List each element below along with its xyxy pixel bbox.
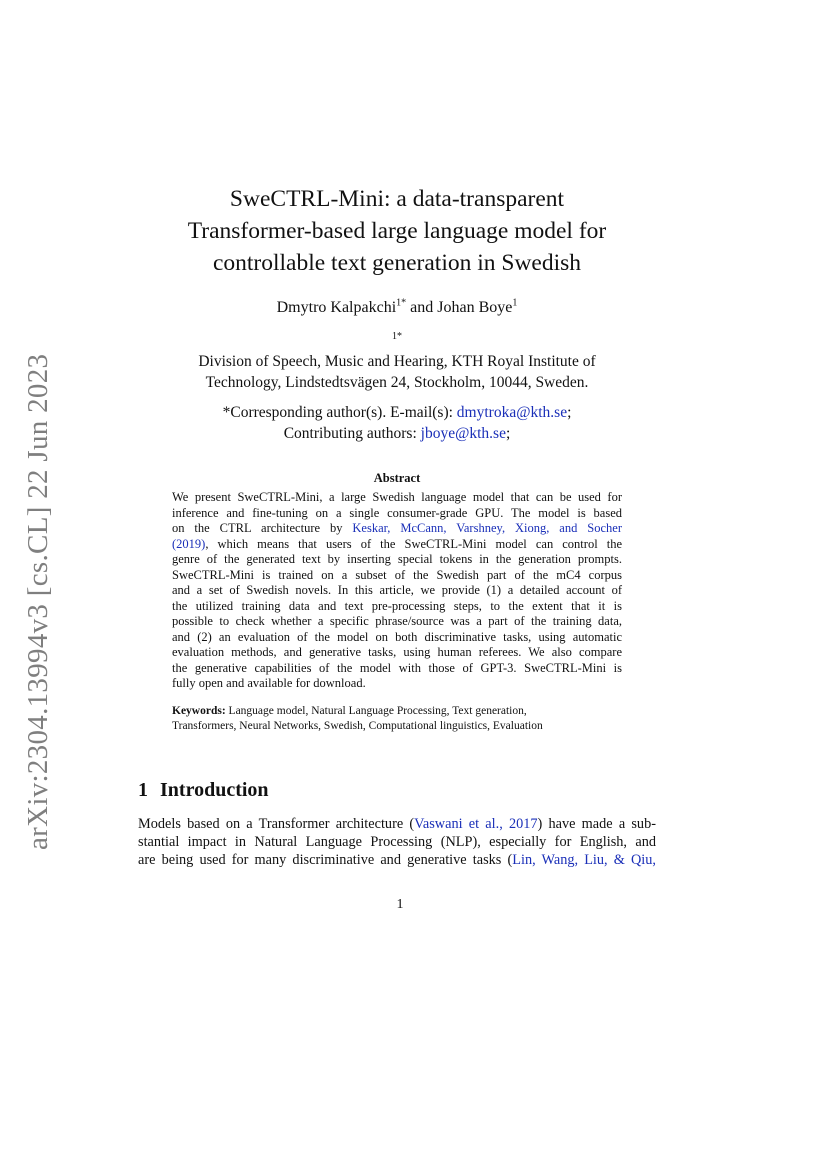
author-2-affiliation-marker: 1 xyxy=(512,297,518,309)
abstract-text xyxy=(172,490,622,692)
author-name-2: Johan Boye xyxy=(437,299,513,316)
citation-keskar-year-link[interactable]: (2019) xyxy=(172,536,206,551)
author-1-affiliation-marker: 1* xyxy=(396,297,407,309)
abstract-line: possible to check whether a specific phrase/source was a part of the training data, xyxy=(172,614,622,628)
abstract-line: the generative capabilities of the model with those of GPT-3. SweCTRL-Mini is xyxy=(172,660,622,675)
page-number: 1 xyxy=(396,897,404,912)
abstract-heading: Abstract xyxy=(373,471,421,485)
abstract-line: We present SweCTRL-Mini, a large Swedish language model that can be used for xyxy=(172,490,622,504)
intro-line: stantial impact in Natural Language Processing (NLP), especially for English, and xyxy=(138,834,656,850)
affiliation-line-1 xyxy=(150,330,644,372)
author-list xyxy=(150,299,644,317)
abstract-line xyxy=(172,537,622,553)
keywords-block xyxy=(172,704,622,733)
corresponding-author-line xyxy=(150,402,644,423)
arxiv-identifier-stamp: arXiv:2304.13994v3 [cs.CL] 22 Jun 2023 xyxy=(22,353,54,850)
section-title: Introduction xyxy=(160,779,269,801)
intro-line xyxy=(138,851,656,869)
keywords-line-1 xyxy=(172,704,622,719)
contributing-email-link[interactable]: jboye@kth.se xyxy=(420,425,506,442)
citation-vaswani-link[interactable]: Vaswani et al., 2017 xyxy=(414,816,538,832)
keywords-line-2: Transformers, Neural Networks, Swedish, Computational linguistics, Evaluation xyxy=(172,719,543,732)
intro-line xyxy=(138,815,656,833)
author-name-1: Dmytro Kalpakchi xyxy=(276,299,397,316)
affiliation xyxy=(150,330,644,393)
correspondence-block xyxy=(150,402,644,444)
introduction-paragraph xyxy=(138,815,656,869)
corresponding-separator: ; xyxy=(567,404,572,421)
abstract-line: and (2) an evaluation of the model on both discriminative tasks, using automatic xyxy=(172,629,622,644)
citation-lin-link[interactable]: Lin, Wang, Liu, & Qiu, xyxy=(512,852,657,868)
abstract-line: the utilized training data and text pre-processing steps, to the extent that it is xyxy=(172,598,622,613)
abstract-line: SweCTRL-Mini is trained on a subset of the Swedish part of the mC4 corpus xyxy=(172,567,622,582)
title-line-3: controllable text generation in Swedish xyxy=(212,250,582,276)
title-line-1: SweCTRL-Mini: a data-transparent xyxy=(229,186,565,212)
paper-title xyxy=(150,183,644,279)
intro-line-1-prefix: Models based on a Transformer architecture ( xyxy=(138,816,415,832)
abstract-line xyxy=(172,521,622,537)
keywords-label: Keywords: xyxy=(172,705,226,717)
intro-line-1-suffix: ) have made a sub- xyxy=(537,816,656,832)
section-heading-introduction xyxy=(138,779,269,802)
affiliation-text-1: Division of Speech, Music and Hearing, KTH Royal Institute of xyxy=(198,353,596,370)
title-line-2: Transformer-based large language model for xyxy=(187,218,607,244)
abstract-line-3-prefix: on the CTRL architecture by xyxy=(172,521,353,535)
citation-keskar-link[interactable]: Keskar, McCann, Varshney, Xiong, and Socher xyxy=(352,521,622,535)
affiliation-marker: 1* xyxy=(392,330,402,342)
abstract-line: inference and fine-tuning on a single consumer-grade GPU. The model is based xyxy=(172,505,622,520)
abstract-line-4-rest: , which means that users of the SweCTRL-Mini model can control the xyxy=(205,536,622,551)
author-conjunction: and xyxy=(406,299,438,316)
section-number: 1 xyxy=(138,779,148,801)
contributing-label: Contributing authors: xyxy=(283,425,421,442)
contributing-separator: ; xyxy=(505,425,511,442)
corresponding-email-link[interactable]: dmytroka@kth.se xyxy=(456,404,568,421)
abstract-line: evaluation methods, and generative tasks, using human referees. We also compare xyxy=(172,645,622,659)
keywords-text-1: Language model, Natural Language Processing, Text generation, xyxy=(225,705,527,717)
corresponding-label: *Corresponding author(s). E-mail(s): xyxy=(222,404,457,421)
abstract-line: fully open and available for download. xyxy=(172,676,366,690)
intro-line-3-prefix: are being used for many discriminative and generative tasks ( xyxy=(138,852,513,868)
contributing-authors-line xyxy=(150,423,644,444)
affiliation-line-2: Technology, Lindstedtsvägen 24, Stockholm, 10044, Sweden. xyxy=(205,374,589,391)
abstract-line: genre of the generated text by inserting special tokens in the generation prompts. xyxy=(172,552,622,566)
abstract-line: and a set of Swedish novels. In this article, we provide (1) a detailed account of xyxy=(172,583,622,597)
